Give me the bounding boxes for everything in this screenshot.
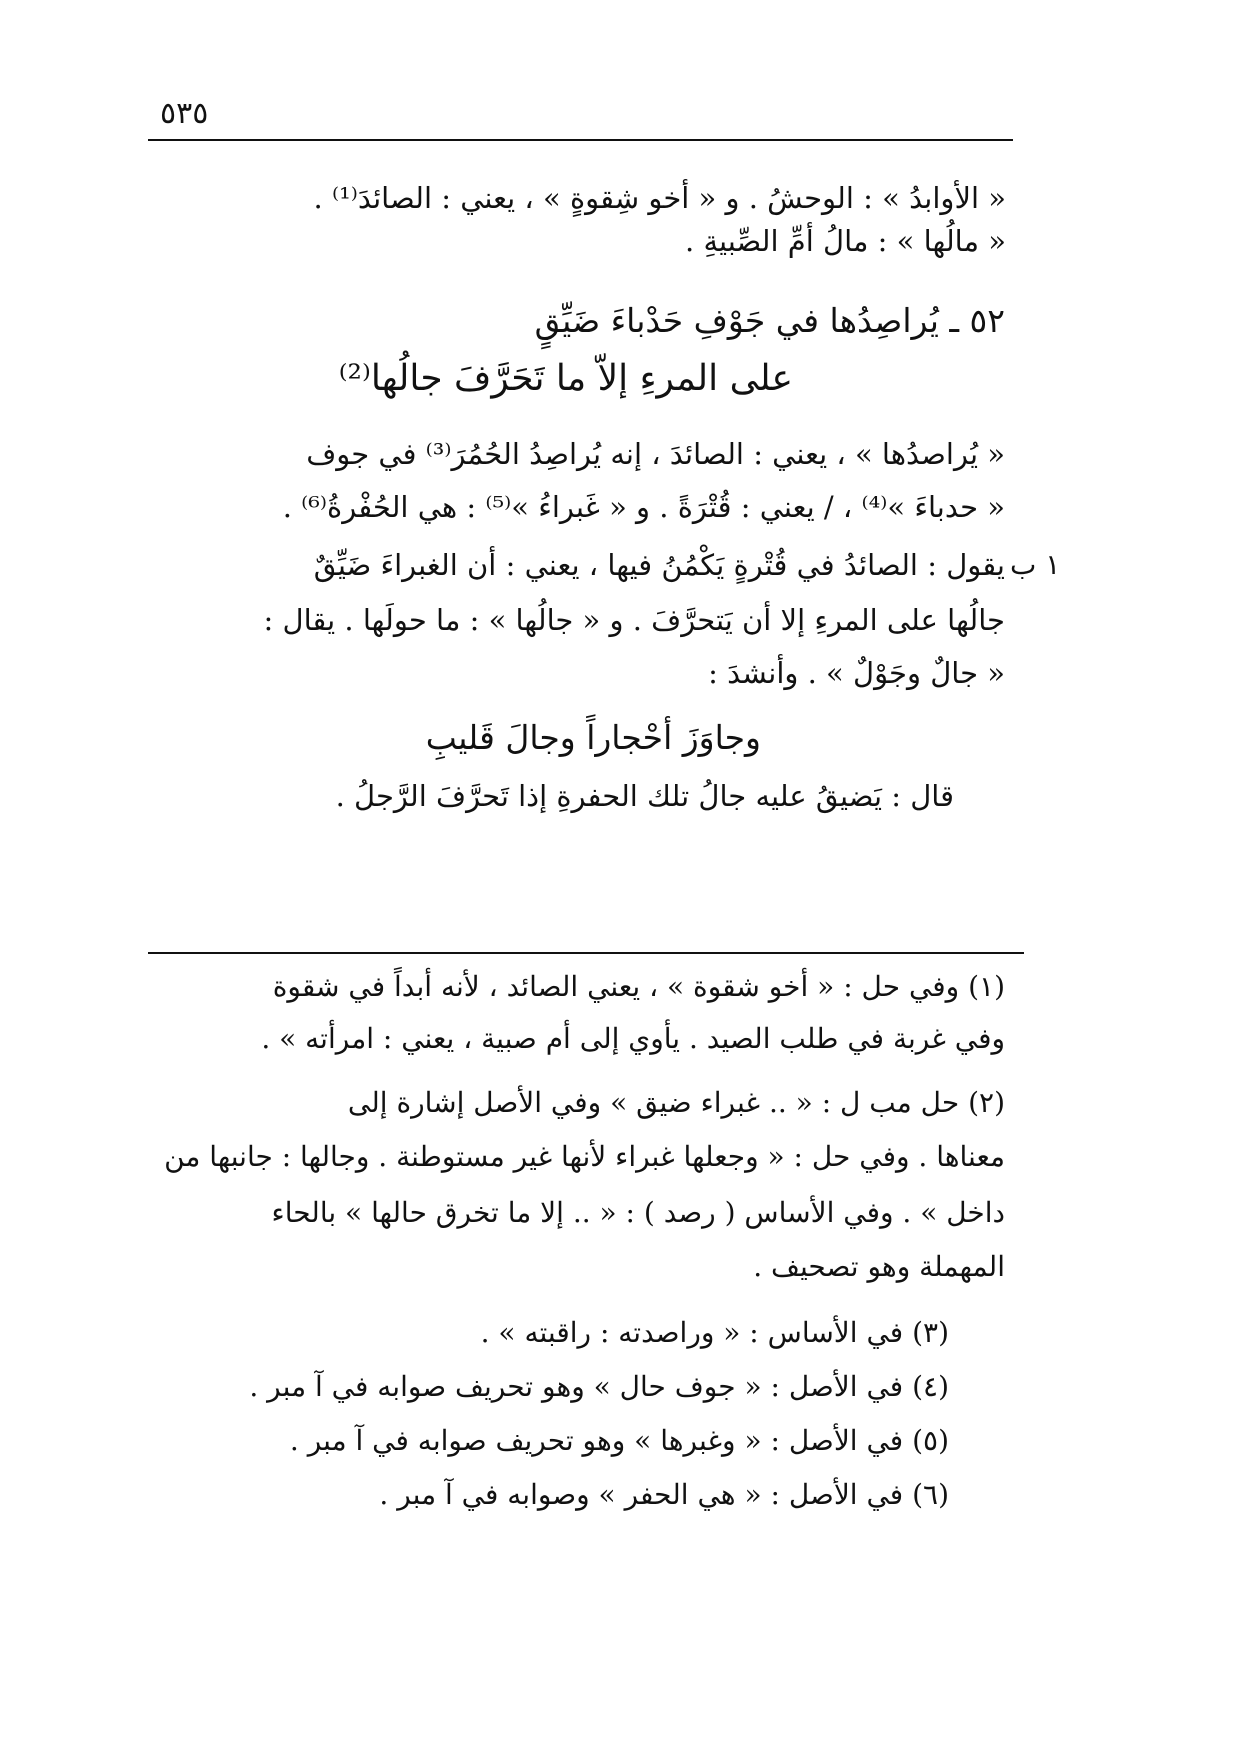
- footnote-6: (٦) في الأصل : « هي الحفر » وصوابه في آ مبر .: [379, 1478, 949, 1511]
- text-line-4: « حدباءَ »⁽⁴⁾ ، / يعني : قُتْرَةً . و « غَبراءُ »⁽⁵⁾ : هي الحُفْرةُ⁽⁶⁾ .: [282, 490, 1005, 524]
- footnote-1-line-2: وفي غربة في طلب الصيد . يأوي إلى أم صبية ، يعني : امرأته » .: [261, 1022, 1005, 1055]
- footnote-3: (٣) في الأساس : « وراصدته : راقبته » .: [480, 1316, 949, 1349]
- footnote-rule: [148, 952, 1024, 954]
- verse-52-second-hemistich: على المرءِ إلاّ ما تَحَرَّفَ جالُها⁽²⁾: [338, 358, 793, 399]
- footnote-1-line-1: (١) وفي حل : « أخو شقوة » ، يعني الصائد ، لأنه أبداً في شقوة: [272, 970, 1005, 1003]
- footnote-2-line-1: (٢) حل مب ل : « .. غبراء ضيق » وفي الأصل إشارة إلى: [347, 1086, 1005, 1119]
- page-number: ٥٣٥: [160, 96, 209, 131]
- text-line-7: « جالٌ وجَوْلٌ » . وأنشدَ :: [708, 656, 1005, 690]
- footnote-2-line-4: المهملة وهو تصحيف .: [753, 1250, 1005, 1283]
- header-rule: [148, 139, 1013, 141]
- text-line-2: « مالُها » : مالُ أمِّ الصِّبيةِ .: [685, 224, 1006, 258]
- footnote-2-line-2: معناها . وفي حل : « وجعلها غبراء لأنها غير مستوطنة . وجالها : جانبها من: [164, 1140, 1005, 1173]
- text-line-8: قال : يَضيقُ عليه جالُ تلك الحفرةِ إذا تَحرَّفَ الرَّجلُ .: [335, 779, 954, 813]
- quoted-verse: وجاوَزَ أحْجاراً وجالَ قَليبِ: [425, 718, 761, 757]
- verse-52-first-hemistich: ٥٢ ـ يُراصِدُها في جَوْفِ حَدْباءَ ضَيِّقٍ: [534, 301, 1005, 340]
- folio-margin-note: ١ ب: [1010, 548, 1061, 581]
- footnote-4: (٤) في الأصل : « جوف حال » وهو تحريف صوابه في آ مبر .: [249, 1370, 949, 1403]
- text-line-5: يقول : الصائدُ في قُتْرةٍ يَكْمُنُ فيها ، يعني : أن الغبراءَ ضَيِّقٌ: [313, 548, 1005, 582]
- footnote-5: (٥) في الأصل : « وغبرها » وهو تحريف صوابه في آ مبر .: [289, 1424, 949, 1457]
- text-line-6: جالُها على المرءِ إلا أن يَتحرَّفَ . و « جالُها » : ما حولَها . يقال :: [263, 603, 1005, 637]
- footnote-2-line-3: داخل » . وفي الأساس ( رصد ) : « .. إلا ما تخرق حالها » بالحاء: [271, 1196, 1005, 1229]
- text-line-3: « يُراصدُها » ، يعني : الصائدَ ، إنه يُراصِدُ الحُمُرَ⁽³⁾ في جوف: [306, 437, 1005, 471]
- text-line-1: « الأوابدُ » : الوحشُ . و « أخو شِقوةٍ » ، يعني : الصائدَ⁽¹⁾ .: [313, 181, 1006, 215]
